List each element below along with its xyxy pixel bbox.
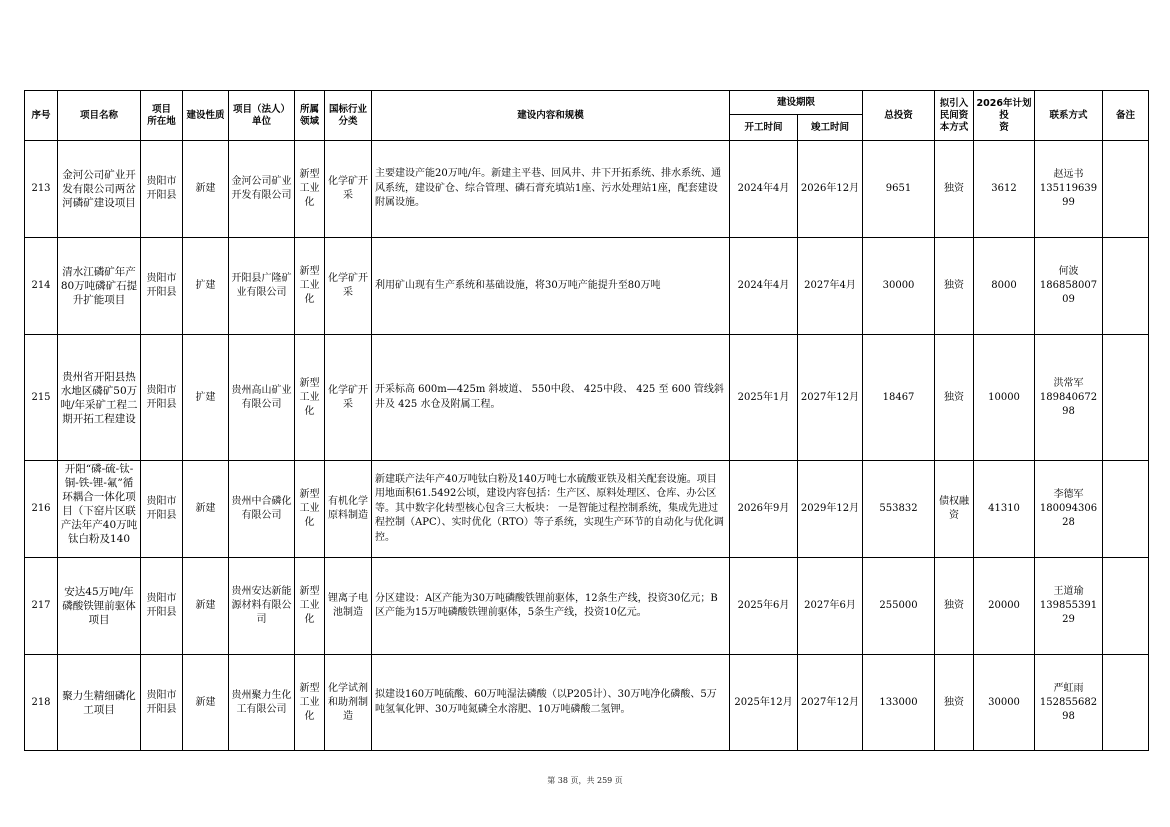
cell-remark <box>1103 558 1149 655</box>
header-nature: 建设性质 <box>183 91 229 141</box>
table-row <box>25 461 1149 558</box>
cell-unit: 贵州安达新能源材料有限公司 <box>229 558 295 655</box>
cell-project-name <box>58 461 141 558</box>
cell-content: 拟建设160万吨硫酸、60万吨湿法磷酸（以P205计）、30万吨净化磷酸、5万吨氢氧化钾、30万吨氮磷全水溶肥、10万吨磷酸二氢钾。 <box>372 655 730 751</box>
cell-project-name: 贵州省开阳县热水地区磷矿50万吨/年采矿工程二期开拓工程建设 <box>58 335 141 461</box>
cell-contact <box>1035 461 1103 558</box>
project-name-text: 开阳“磷-硫-钛-铜-铁-锂-氟”循环耦合一体化项目（下窑片区联产法年产40万吨钛白粉及140 <box>60 463 138 545</box>
cell-industry: 化学矿开采 <box>325 335 372 461</box>
cell-project-name: 清水江磷矿年产80万吨磷矿石提升扩能项目 <box>58 238 141 335</box>
cell-end: 2029年12月 <box>798 461 863 558</box>
cell-investment: 133000 <box>863 655 935 751</box>
header-private-mode: 拟引入 民间资 本方式 <box>935 91 974 141</box>
cell-content: 开采标高 600m—425m 斜坡道、 550中段、 425中段、 425 至 600 管线斜井及 425 水仓及附属工程。 <box>372 335 730 461</box>
header-investment: 总投资 <box>863 91 935 141</box>
cell-private-mode: 独资 <box>935 141 974 238</box>
contact-name: 何波 <box>1058 266 1079 277</box>
cell-seq: 214 <box>25 238 58 335</box>
cell-start: 2025年12月 <box>730 655 798 751</box>
cell-start: 2025年1月 <box>730 335 798 461</box>
cell-nature: 扩建 <box>183 335 229 461</box>
header-start: 开工时间 <box>730 115 798 141</box>
header-period: 建设期限 <box>730 91 863 115</box>
header-field: 所属 领域 <box>295 91 325 141</box>
cell-plan-2026: 30000 <box>974 655 1035 751</box>
header-seq: 序号 <box>25 91 58 141</box>
contact-phone: 13511963999 <box>1039 183 1098 208</box>
cell-plan-2026: 10000 <box>974 335 1035 461</box>
cell-field: 新型工业化 <box>295 558 325 655</box>
header-plan-2026: 2026年计划投 资 <box>974 91 1035 141</box>
cell-industry: 化学矿开采 <box>325 141 372 238</box>
cell-contact <box>1035 335 1103 461</box>
cell-location: 贵阳市开阳县 <box>141 461 183 558</box>
contact-phone: 13985539129 <box>1039 600 1098 625</box>
cell-contact <box>1035 238 1103 335</box>
contact-phone: 18685800709 <box>1039 280 1098 305</box>
cell-private-mode: 独资 <box>935 558 974 655</box>
page-footer: 第 38 页，共 259 页 <box>547 776 623 785</box>
cell-contact <box>1035 655 1103 751</box>
cell-field: 新型工业化 <box>295 655 325 751</box>
cell-start: 2024年4月 <box>730 141 798 238</box>
cell-remark <box>1103 335 1149 461</box>
cell-location: 贵阳市开阳县 <box>141 558 183 655</box>
cell-investment: 18467 <box>863 335 935 461</box>
cell-unit: 贵州高山矿业有限公司 <box>229 335 295 461</box>
table-row <box>25 141 1149 238</box>
cell-contact <box>1035 141 1103 238</box>
cell-investment: 30000 <box>863 238 935 335</box>
cell-end: 2027年12月 <box>798 335 863 461</box>
header-contact: 联系方式 <box>1035 91 1103 141</box>
header-unit: 项目（法人） 单位 <box>229 91 295 141</box>
cell-nature: 扩建 <box>183 238 229 335</box>
contact-phone: 15285568298 <box>1039 696 1098 722</box>
cell-end: 2026年12月 <box>798 141 863 238</box>
cell-investment: 9651 <box>863 141 935 238</box>
table-row <box>25 558 1149 655</box>
cell-investment: 553832 <box>863 461 935 558</box>
cell-project-name: 聚力生精细磷化工项目 <box>58 655 141 751</box>
contact-phone: 18984067298 <box>1039 391 1098 417</box>
cell-industry: 锂离子电池制造 <box>325 558 372 655</box>
header-remark: 备注 <box>1103 91 1149 141</box>
cell-location: 贵阳市开阳县 <box>141 238 183 335</box>
cell-plan-2026: 8000 <box>974 238 1035 335</box>
header-location: 项目 所在地 <box>141 91 183 141</box>
cell-location: 贵阳市开阳县 <box>141 655 183 751</box>
cell-end: 2027年6月 <box>798 558 863 655</box>
cell-private-mode: 独资 <box>935 655 974 751</box>
table-row <box>25 238 1149 335</box>
cell-plan-2026: 20000 <box>974 558 1035 655</box>
cell-private-mode: 独资 <box>935 335 974 461</box>
cell-seq: 216 <box>25 461 58 558</box>
cell-project-name: 金河公司矿业开发有限公司两岔河磷矿建设项目 <box>58 141 141 238</box>
cell-end: 2027年12月 <box>798 655 863 751</box>
project-table <box>24 90 1149 751</box>
table-row <box>25 335 1149 461</box>
header-end: 竣工时间 <box>798 115 863 141</box>
cell-seq: 218 <box>25 655 58 751</box>
cell-plan-2026: 41310 <box>974 461 1035 558</box>
contact-name: 洪常军 <box>1053 377 1084 389</box>
contact-name: 严虹雨 <box>1053 682 1084 694</box>
cell-plan-2026: 3612 <box>974 141 1035 238</box>
cell-field: 新型工业化 <box>295 461 325 558</box>
cell-unit: 开阳县广隆矿业有限公司 <box>229 238 295 335</box>
cell-remark <box>1103 461 1149 558</box>
cell-unit: 贵州中合磷化有限公司 <box>229 461 295 558</box>
cell-remark <box>1103 238 1149 335</box>
cell-field: 新型工业化 <box>295 141 325 238</box>
table-row <box>25 655 1149 751</box>
contact-name: 李德军 <box>1053 489 1084 500</box>
cell-industry: 化学矿开采 <box>325 238 372 335</box>
cell-content: 利用矿山现有生产系统和基础设施，将30万吨产能提升至80万吨 <box>372 238 730 335</box>
cell-nature: 新建 <box>183 141 229 238</box>
cell-start: 2024年4月 <box>730 238 798 335</box>
cell-seq: 217 <box>25 558 58 655</box>
cell-content: 新建联产法年产40万吨钛白粉及140万吨七水硫酸亚铁及相关配套设施。项目用地面积61.5492公顷，建设内容包括：生产区、原料处理区、仓库、办公区等。其中数字化转型核心包含三大板块： 一是智能过程控制系统，集成先进过程控制（APC）、实时优化（RTO）等子系统，实现生产环节的自动化与优化调控。 <box>372 461 730 558</box>
cell-nature: 新建 <box>183 461 229 558</box>
cell-industry: 化学试剂和助剂制造 <box>325 655 372 751</box>
cell-seq: 215 <box>25 335 58 461</box>
cell-remark <box>1103 655 1149 751</box>
cell-investment: 255000 <box>863 558 935 655</box>
contact-phone: 18009430628 <box>1039 503 1098 528</box>
contact-name: 赵远书 <box>1053 169 1084 180</box>
cell-nature: 新建 <box>183 558 229 655</box>
header-content: 建设内容和规模 <box>372 91 730 141</box>
cell-unit: 贵州聚力生化工有限公司 <box>229 655 295 751</box>
cell-seq: 213 <box>25 141 58 238</box>
cell-project-name: 安达45万吨/年磷酸铁锂前驱体项目 <box>58 558 141 655</box>
cell-industry: 有机化学原料制造 <box>325 461 372 558</box>
cell-field: 新型工业化 <box>295 335 325 461</box>
cell-end: 2027年4月 <box>798 238 863 335</box>
cell-private-mode: 债权融资 <box>935 461 974 558</box>
header-name: 项目名称 <box>58 91 141 141</box>
contact-name: 王道瑜 <box>1053 586 1084 597</box>
cell-unit: 金河公司矿业开发有限公司 <box>229 141 295 238</box>
cell-field: 新型工业化 <box>295 238 325 335</box>
cell-start: 2026年9月 <box>730 461 798 558</box>
cell-start: 2025年6月 <box>730 558 798 655</box>
cell-remark <box>1103 141 1149 238</box>
header-industry: 国标行业 分类 <box>325 91 372 141</box>
cell-content: 分区建设：A区产能为30万吨磷酸铁锂前驱体，12条生产线，投资30亿元；B区产能为15万吨磷酸铁锂前驱体，5条生产线，投资10亿元。 <box>372 558 730 655</box>
cell-contact <box>1035 558 1103 655</box>
cell-nature: 新建 <box>183 655 229 751</box>
cell-private-mode: 独资 <box>935 238 974 335</box>
cell-content: 主要建设产能20万吨/年。新建主平巷、回风井、井下开拓系统、排水系统、通风系统，建设矿仓、综合管理、磷石膏充填站1座、污水处理站1座，配套建设附属设施。 <box>372 141 730 238</box>
cell-location: 贵阳市开阳县 <box>141 335 183 461</box>
cell-location: 贵阳市开阳县 <box>141 141 183 238</box>
